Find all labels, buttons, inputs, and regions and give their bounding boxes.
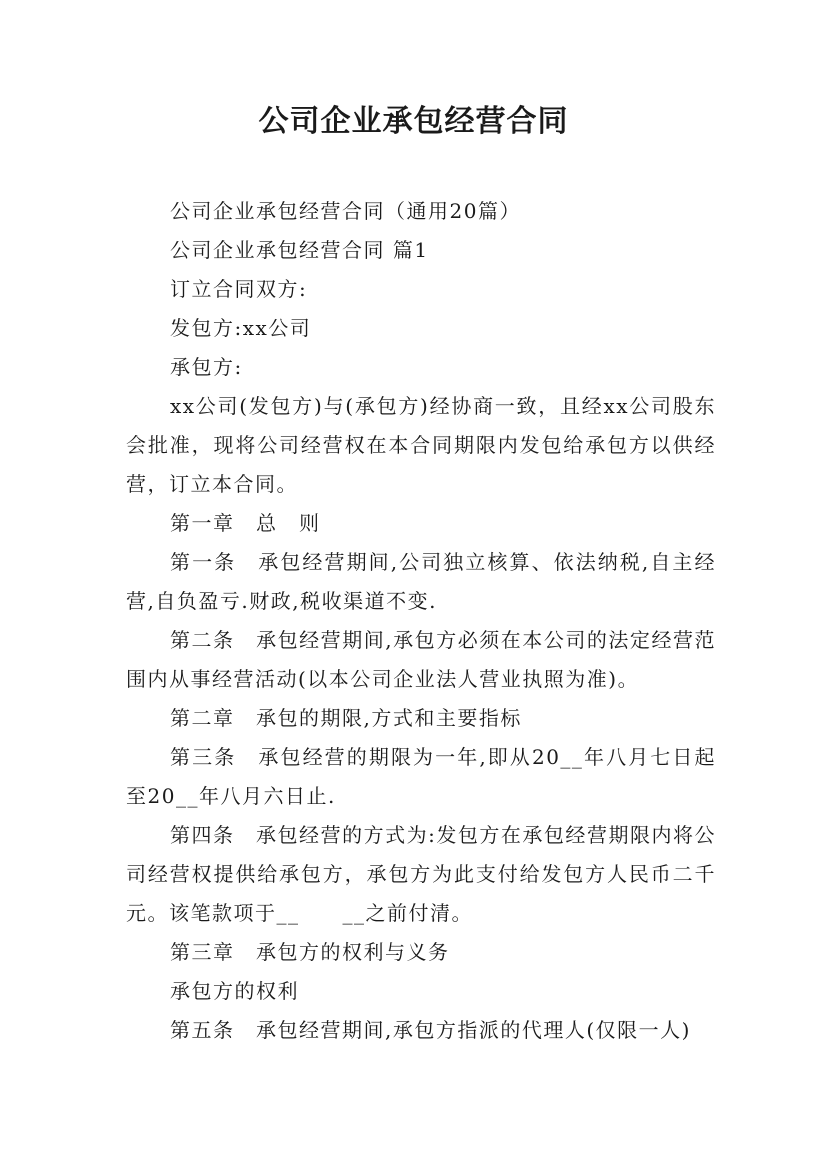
paragraph-article-5: 第五条 承包经营期间,承包方指派的代理人(仅限一人) [170, 1018, 691, 1042]
paragraph-chapter-1: 第一章 总 则 [170, 511, 321, 535]
paragraph-contractor-rights: 承包方的权利 [170, 979, 299, 1003]
paragraph-chapter-2: 第二章 承包的期限,方式和主要指标 [170, 706, 522, 730]
paragraph-contractor-recipient: 承包方: [170, 355, 243, 379]
paragraph-preamble: xx公司(发包方)与(承包方)经协商一致，且经xx公司股东会批准，现将公司经营权在本合同期限内发包给承包方以供经营，订立本合同。 [126, 394, 716, 496]
paragraph-article-1: 第一条 承包经营期间,公司独立核算、依法纳税,自主经营,自负盈亏.财政,税收渠道不变. [126, 550, 716, 613]
paragraph-article-2: 第二条 承包经营期间,承包方必须在本公司的法定经营范围内从事经营活动(以本公司企业法人营业执照为准)。 [126, 628, 716, 691]
paragraph-heading-collection: 公司企业承包经营合同（通用20篇） [170, 199, 521, 223]
document-body [126, 192, 716, 1050]
paragraph-heading-part-1: 公司企业承包经营合同 篇1 [170, 238, 429, 262]
paragraph-chapter-3: 第三章 承包方的权利与义务 [170, 940, 450, 964]
paragraph-contractor-issuer: 发包方:xx公司 [170, 316, 312, 340]
paragraph-article-4: 第四条 承包经营的方式为:发包方在承包经营期限内将公司经营权提供给承包方，承包方为此支付给发包方人民币二千元。该笔款项于__ __之前付清。 [126, 823, 716, 925]
paragraph-parties-intro: 订立合同双方: [170, 277, 308, 301]
paragraph-article-3: 第三条 承包经营的期限为一年,即从20__年八月七日起至20__年八月六日止. [126, 745, 716, 808]
document-title: 公司企业承包经营合同 [258, 104, 569, 139]
